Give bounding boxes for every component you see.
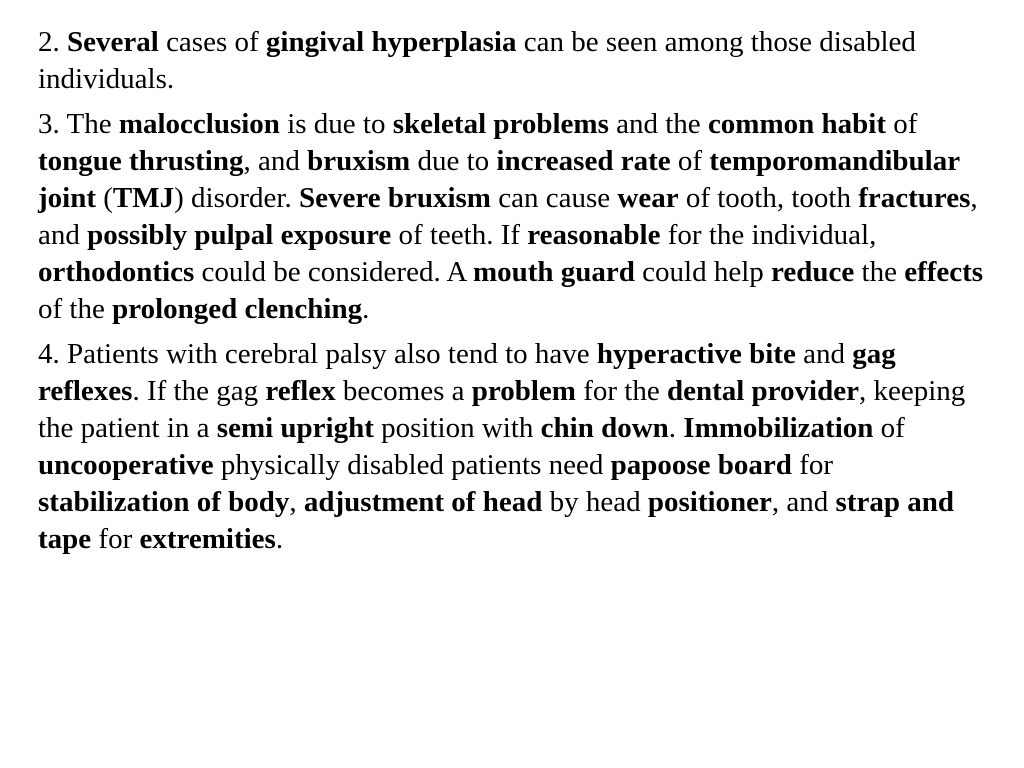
bold-term: reasonable: [527, 219, 661, 251]
text-run: due to: [410, 145, 497, 177]
bold-term: Severe bruxism: [298, 182, 491, 214]
text-run: for the individual,: [660, 219, 877, 251]
text-run: position with: [373, 412, 541, 444]
bold-term: strap and tape: [38, 486, 954, 555]
text-run: of teeth. If: [391, 219, 528, 251]
text-run: cases of: [158, 26, 266, 58]
text-run: of: [885, 108, 918, 140]
text-run: could be considered. A: [194, 256, 473, 288]
text-run: of the: [38, 293, 113, 325]
text-run: , and: [243, 145, 308, 177]
bold-term: common habit: [707, 108, 886, 140]
bold-term: Several: [67, 26, 159, 58]
text-run: . If the gag: [132, 375, 266, 407]
text-run: for: [791, 449, 834, 481]
text-run: is due to: [279, 108, 393, 140]
bold-term: fractures: [858, 182, 971, 214]
paragraph-point-4: [38, 336, 988, 558]
slide-body: [38, 24, 988, 566]
bold-term: wear: [617, 182, 679, 214]
text-run: 3. The: [38, 108, 119, 140]
text-run: (: [96, 182, 113, 214]
bold-term: hyperactive bite: [596, 338, 796, 370]
bold-term: skeletal problems: [392, 108, 609, 140]
bold-term: increased rate: [496, 145, 671, 177]
bold-term: gag reflexes: [38, 338, 896, 407]
text-run: of: [670, 145, 710, 177]
text-run: of tooth, tooth: [678, 182, 859, 214]
paragraph-point-2: [38, 24, 988, 98]
text-run: .: [362, 293, 370, 325]
text-run: .: [275, 523, 284, 555]
bold-term: gingival hyperplasia: [265, 26, 517, 58]
bold-term: reflex: [265, 375, 336, 407]
text-run: , and: [771, 486, 836, 518]
text-run: 2.: [38, 26, 67, 58]
bold-term: chin down: [540, 412, 669, 444]
text-run: by head: [542, 486, 648, 518]
text-run: can cause: [490, 182, 618, 214]
bold-term: adjustment of head: [303, 486, 543, 518]
text-run: ,: [289, 486, 304, 518]
text-run: can be seen among those disabled individuals.: [38, 26, 916, 95]
bold-term: mouth guard: [472, 256, 635, 288]
text-run: for: [91, 523, 140, 555]
bold-term: stabilization of body: [38, 486, 290, 518]
text-run: ) disorder.: [174, 182, 299, 214]
text-run: physically disabled patients need: [213, 449, 611, 481]
bold-term: possibly pulpal exposure: [87, 219, 392, 251]
bold-term: TMJ: [112, 182, 175, 214]
text-run: and: [795, 338, 853, 370]
text-run: could help: [634, 256, 772, 288]
text-run: , keeping the patient in a: [38, 375, 966, 444]
bold-term: uncooperative: [38, 449, 214, 481]
paragraph-point-3: [38, 106, 988, 328]
text-run: .: [668, 412, 684, 444]
text-run: for the: [575, 375, 667, 407]
bold-term: problem: [471, 375, 576, 407]
bold-term: positioner: [647, 486, 772, 518]
bold-term: semi upright: [216, 412, 374, 444]
bold-term: dental provider: [666, 375, 859, 407]
bold-term: prolonged clenching: [112, 293, 363, 325]
bold-term: bruxism: [307, 145, 411, 177]
text-run: , and: [38, 182, 978, 251]
bold-term: effects: [904, 256, 984, 288]
bold-term: Immobilization: [683, 412, 874, 444]
bold-term: temporomandibular joint: [38, 145, 960, 214]
bold-term: reduce: [771, 256, 855, 288]
text-run: and the: [608, 108, 708, 140]
bold-term: papoose board: [610, 449, 792, 481]
text-run: becomes a: [335, 375, 472, 407]
bold-term: orthodontics: [38, 256, 195, 288]
bold-term: extremities: [139, 523, 276, 555]
bold-term: malocclusion: [118, 108, 280, 140]
bold-term: tongue thrusting: [38, 145, 244, 177]
text-run: 4. Patients with cerebral palsy also tend to have: [38, 338, 597, 370]
text-run: of: [873, 412, 905, 444]
text-run: the: [854, 256, 905, 288]
